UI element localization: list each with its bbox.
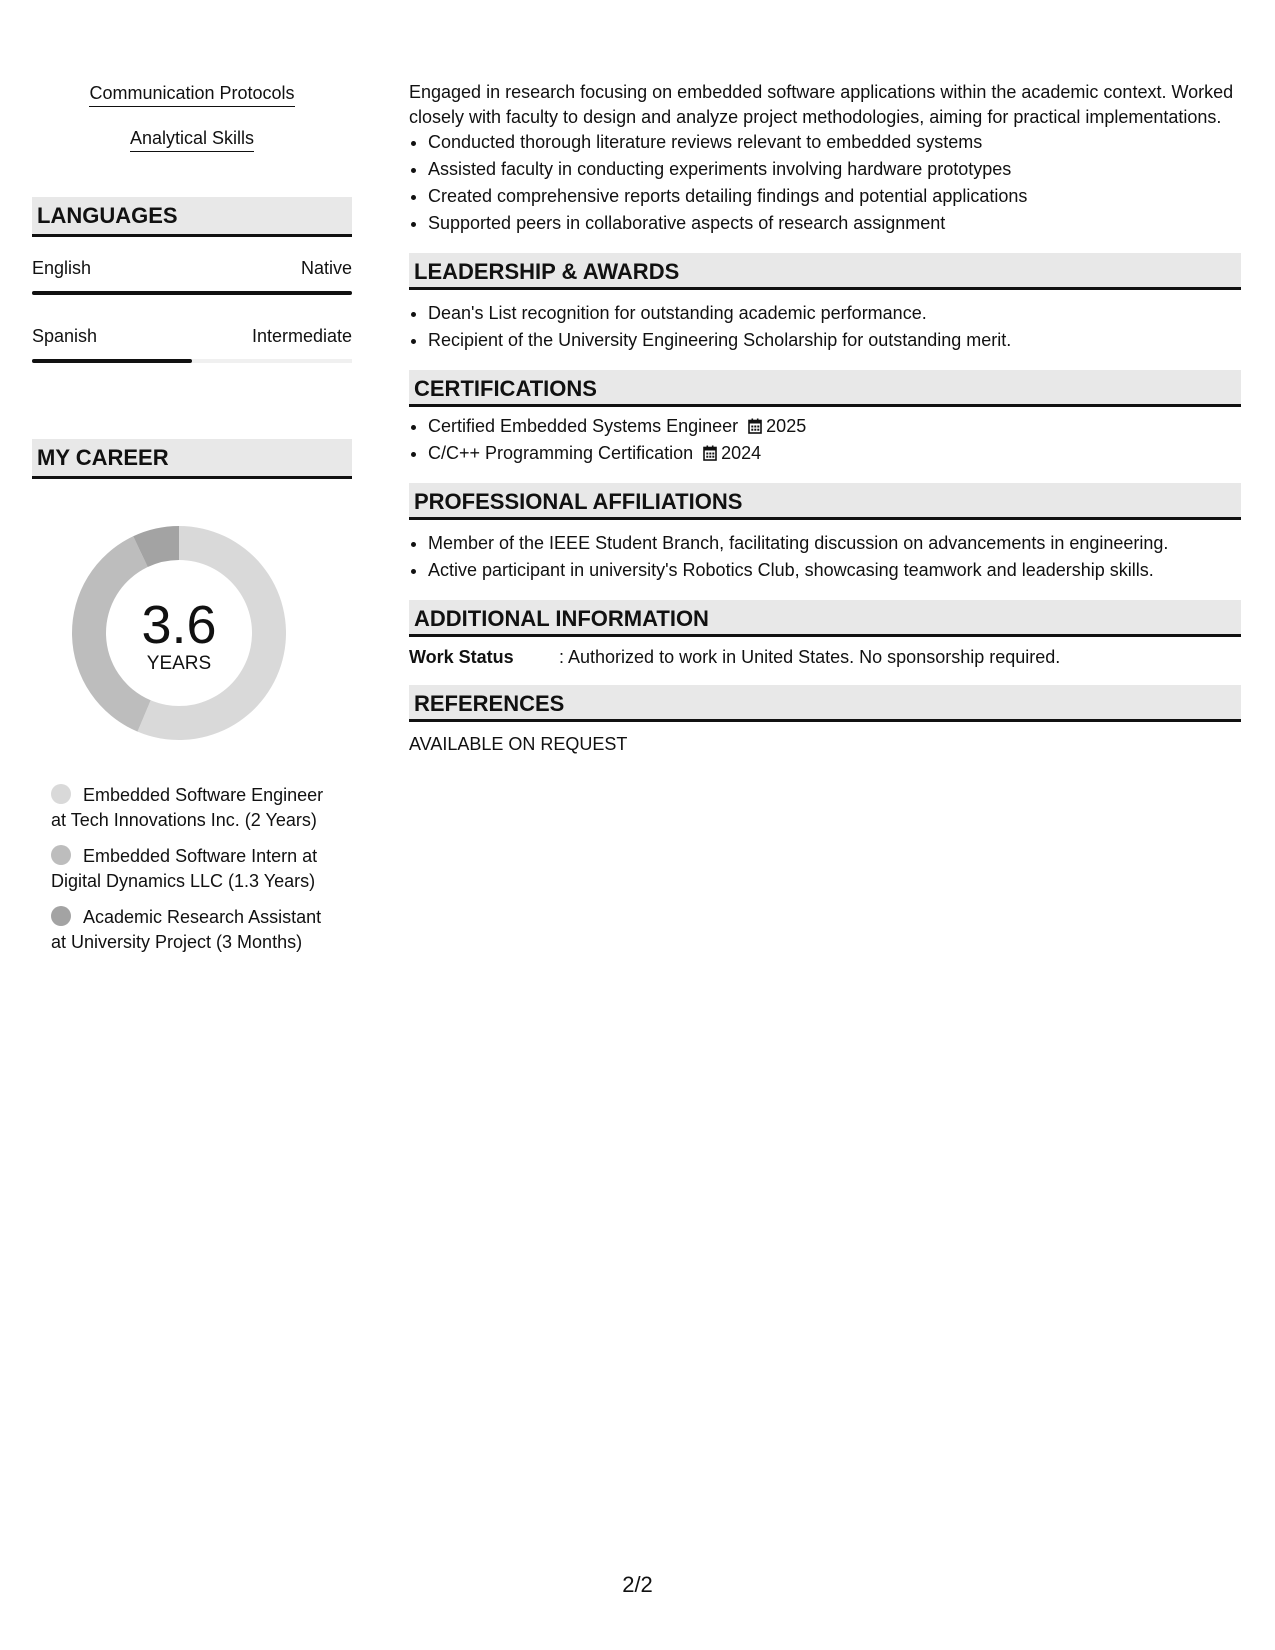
- additional-info-heading: ADDITIONAL INFORMATION: [409, 600, 1241, 637]
- legend-item: [51, 783, 331, 832]
- career-heading: MY CAREER: [32, 439, 352, 479]
- page-number: 2/2: [622, 1572, 653, 1597]
- legend-item: [51, 905, 331, 954]
- affiliations-heading: PROFESSIONAL AFFILIATIONS: [409, 483, 1241, 520]
- legend-item: [51, 844, 331, 893]
- leadership-heading: LEADERSHIP & AWARDS: [409, 253, 1241, 290]
- research-summary: Engaged in research focusing on embedded software applications within the academic context. Worked closely with faculty to design and analyze project methodologies, aiming for practical implementations.: [409, 82, 1234, 127]
- work-status-row: [409, 645, 1241, 669]
- legend-dot: [51, 906, 71, 926]
- list-item: • Supported peers in collaborative aspects of research assignment: [428, 210, 1241, 237]
- list-item: • Conducted thorough literature reviews relevant to embedded systems: [428, 129, 1241, 156]
- legend-dot: [51, 784, 71, 804]
- list-item: • Active participant in university's Robotics Club, showcasing teamwork and leadership skills.: [428, 557, 1241, 584]
- work-status-value: : Authorized to work in United States. No sponsorship required.: [559, 647, 1061, 667]
- list-item: • Dean's List recognition for outstanding academic performance.: [428, 300, 1241, 327]
- list-item: • Recipient of the University Engineering Scholarship for outstanding merit.: [428, 327, 1241, 354]
- language-proficiency-bar: [32, 359, 352, 363]
- skill-label: Communication Protocols: [89, 82, 294, 107]
- calendar-icon: [703, 445, 717, 461]
- career-donut-chart: [65, 519, 293, 747]
- legend-label: Academic Research Assistant at University Project (3 Months): [51, 907, 322, 952]
- certification-item: [428, 413, 1241, 440]
- certification-name: C/C++ Programming Certification: [428, 443, 694, 463]
- donut-center: [65, 595, 293, 675]
- skill-item: [32, 127, 352, 152]
- language-name: Spanish: [32, 326, 98, 346]
- work-status-label: Work Status: [409, 647, 514, 667]
- skill-item: [32, 82, 352, 107]
- calendar-icon: [748, 418, 762, 434]
- certification-item: [428, 440, 1241, 467]
- language-proficiency-fill: [32, 359, 192, 363]
- references-heading: REFERENCES: [409, 685, 1241, 722]
- certification-name: Certified Embedded Systems Engineer: [428, 416, 739, 436]
- certifications-heading: CERTIFICATIONS: [409, 370, 1241, 407]
- language-proficiency-bar: [32, 291, 352, 295]
- legend-label: Embedded Software Intern at Digital Dynamics LLC (1.3 Years): [51, 846, 318, 891]
- legend-dot: [51, 845, 71, 865]
- language-item: [32, 325, 352, 363]
- language-level: Native: [300, 258, 352, 278]
- legend-label: Embedded Software Engineer at Tech Innovations Inc. (2 Years): [51, 785, 324, 830]
- research-bullets: [409, 129, 1241, 237]
- language-proficiency-fill: [32, 291, 352, 295]
- skill-label: Analytical Skills: [130, 127, 254, 152]
- language-item: [32, 257, 352, 295]
- language-name: English: [32, 258, 92, 278]
- certification-year: 2025: [766, 416, 807, 436]
- right-column: [409, 80, 1241, 756]
- list-item: • Assisted faculty in conducting experiments involving hardware prototypes: [428, 156, 1241, 183]
- references-text: AVAILABLE ON REQUEST: [409, 734, 628, 754]
- affiliations-list: [409, 530, 1241, 584]
- career-total: 3.6: [141, 595, 217, 655]
- certifications-list: [409, 413, 1241, 467]
- left-column: [32, 82, 352, 966]
- language-level: Intermediate: [251, 326, 352, 346]
- list-item: • Created comprehensive reports detailing findings and potential applications: [428, 183, 1241, 210]
- languages-heading: LANGUAGES: [32, 197, 352, 237]
- list-item: • Member of the IEEE Student Branch, facilitating discussion on advancements in engineering.: [428, 530, 1241, 557]
- certification-year: 2024: [721, 443, 762, 463]
- leadership-list: [409, 300, 1241, 354]
- career-legend: [32, 783, 331, 954]
- career-unit: YEARS: [146, 653, 212, 674]
